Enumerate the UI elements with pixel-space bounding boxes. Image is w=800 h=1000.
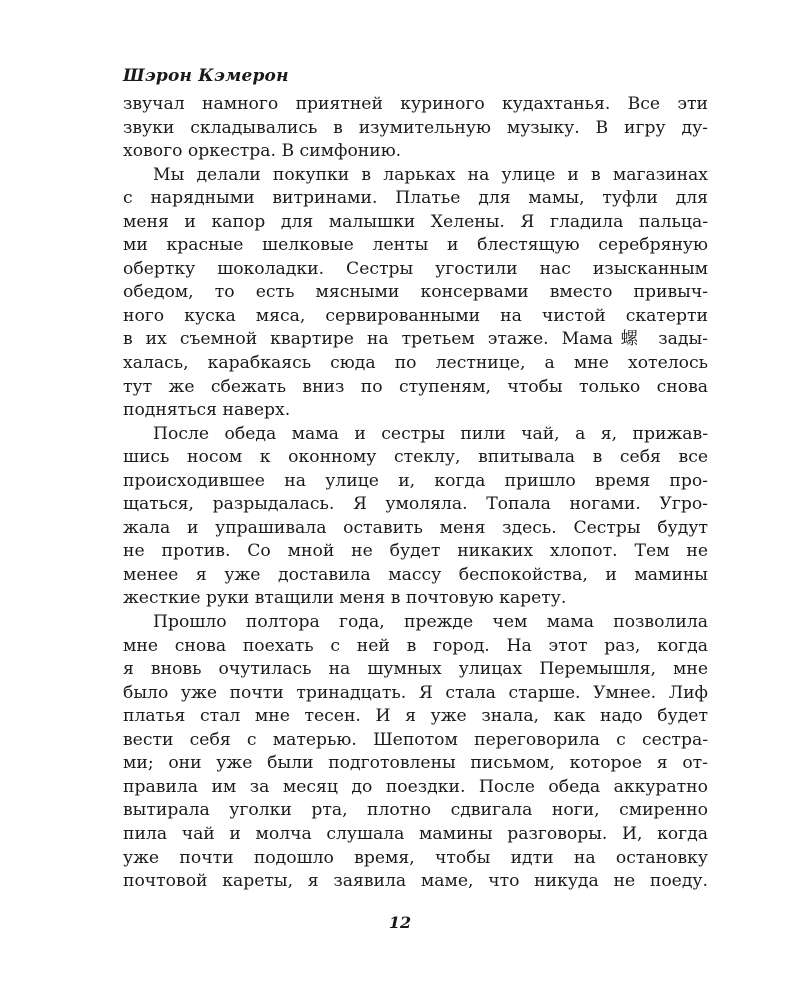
text-line: вести себя с матерью. Шепотом переговорила с сестра- — [123, 729, 708, 750]
page-number: 12 — [388, 913, 412, 932]
text-line: меня и капор для малышки Хелены. Я гладила пальца- — [123, 211, 708, 232]
text-line: не против. Со мной не будет никаких хлопот. Тем не — [123, 541, 708, 562]
text-line: Мы делали покупки в ларьках на улице и в магазинах — [153, 164, 708, 185]
text-line: мне снова поехать с ней в город. На этот раз, когда — [123, 635, 708, 656]
text-line: Прошло полтора года, прежде чем мама позволила — [153, 612, 708, 633]
text-line: менее я уже доставила массу беспокойства, и мамины — [123, 564, 708, 585]
text-line: ми; они уже были подготовлены письмом, которое я от- — [123, 753, 708, 774]
text-line: подняться наверх. — [123, 400, 291, 421]
text-line: После обеда мама и сестры пили чай, а я, прижав- — [153, 423, 708, 444]
text-line: обертку шоколадки. Сестры угостили нас изысканным — [123, 258, 708, 279]
text-line: я вновь очутилась на шумных улицах Перемышля, мне — [123, 659, 708, 680]
text-line: платья стал мне тесен. И я уже знала, как надо будет — [123, 706, 708, 727]
text-line: ми красные шелковые ленты и блестящую серебряную — [123, 235, 708, 256]
text-line: жала и упрашивала оставить меня здесь. Сестры будут — [123, 517, 708, 538]
text-line: было уже почти тринадцать. Я стала старше. Умнее. Лиф — [123, 682, 708, 703]
text-line: звуки складывались в изумительную музыку. В игру ду- — [123, 117, 708, 138]
text-line: вытирала уголки рта, плотно сдвигала ноги, смиренно — [123, 800, 708, 821]
text-line: в их съемной квартире на третьем этаже. Мама螺 зады- — [123, 329, 708, 350]
text-line: щаться, разрыдалась. Я умоляла. Топала ногами. Угро- — [123, 494, 708, 515]
text-line: почтовой кареты, я заявила маме, что никуда не поеду. — [123, 871, 708, 892]
text-line: шись носом к оконному стеклу, впитывала в себя все — [123, 447, 708, 468]
body-text — [123, 93, 708, 894]
text-line: звучал намного приятней куриного кудахтанья. Все эти — [123, 94, 708, 114]
text-line: уже почти подошло время, чтобы идти на остановку — [123, 847, 708, 868]
text-line: обедом, то есть мясными консервами вместо привыч- — [123, 282, 708, 303]
text-line: с нарядными витринами. Платье для мамы, туфли для — [123, 188, 708, 209]
text-line: правила им за месяц до поездки. После обеда аккуратно — [123, 776, 708, 797]
text-line: тут же сбежать вниз по ступеням, чтобы только снова — [123, 376, 708, 397]
text-line: ного куска мяса, сервированными на чистой скатерти — [123, 305, 708, 326]
running-head-author: Шэрон Кэмерон — [123, 66, 289, 86]
text-line: халась, карабкаясь сюда по лестнице, а мне хотелось — [123, 353, 708, 374]
text-line: жесткие руки втащили меня в почтовую карету. — [123, 588, 567, 609]
text-line: хового оркестра. В симфонию. — [123, 141, 402, 162]
text-line: пила чай и молча слушала мамины разговоры. И, когда — [123, 823, 708, 844]
text-line: происходившее на улице и, когда пришло время про- — [123, 470, 708, 491]
